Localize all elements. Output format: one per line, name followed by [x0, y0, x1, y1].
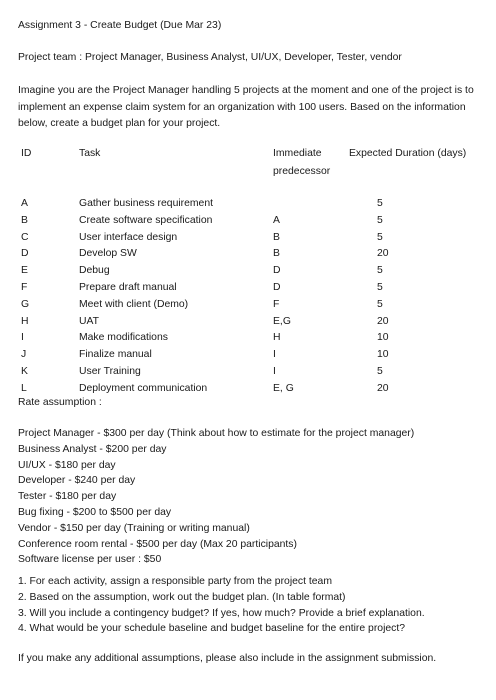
- table-row: [0, 366, 496, 382]
- rate-item: Developer - $240 per day: [18, 475, 136, 487]
- task-name: Deployment communication: [79, 382, 208, 394]
- rate-item: Project Manager - $300 per day (Think about how to estimate for the project manager): [18, 428, 415, 439]
- table-row: [0, 316, 496, 332]
- rate-item: Tester - $180 per day: [18, 491, 117, 503]
- rate-list: [18, 426, 414, 568]
- rate-item: Bug fixing - $200 to $500 per day: [18, 506, 172, 518]
- task-name: UAT: [79, 315, 100, 327]
- task-name: Finalize manual: [79, 349, 152, 361]
- task-duration: 10: [377, 332, 389, 344]
- task-name: Prepare draft manual: [79, 282, 177, 293]
- task-predecessor: B: [273, 248, 280, 260]
- footer-note: If you make any additional assumptions, please also include in the assignment submission.: [18, 653, 437, 664]
- task-duration: 5: [377, 198, 383, 209]
- task-predecessor: I: [273, 349, 276, 361]
- table-row: [0, 198, 496, 214]
- task-duration: 5: [377, 298, 383, 310]
- task-name: Gather business requirement: [79, 198, 213, 209]
- task-predecessor: A: [273, 214, 280, 226]
- task-predecessor: E,G: [273, 315, 291, 327]
- task-id: D: [21, 248, 29, 260]
- table-row: [0, 248, 496, 264]
- task-duration: 5: [377, 214, 383, 226]
- table-row: [0, 232, 496, 248]
- task-predecessor: F: [273, 298, 280, 310]
- task-id: C: [21, 231, 29, 243]
- task-name: Make modifications: [79, 332, 168, 344]
- table-row: [0, 349, 496, 365]
- header-duration: Expected Duration (days): [349, 148, 467, 159]
- rate-item: Conference room rental - $500 per day (Max 20 participants): [18, 538, 297, 550]
- intro-paragraph: Imagine you are the Project Manager handling 5 projects at the moment and one of the project is to implement an expense claim system for an organization with 100 users. Based on the information below, create a budget plan for your project.: [18, 85, 474, 129]
- question-item: 3. Will you include a contingency budget? If yes, how much? Provide a brief explanation.: [18, 607, 425, 619]
- table-row: [0, 265, 496, 281]
- task-id: H: [21, 315, 29, 327]
- task-id: L: [21, 382, 27, 394]
- task-id: E: [21, 265, 28, 277]
- document-title: Assignment 3 - Create Budget (Due Mar 23): [18, 20, 222, 31]
- task-id: K: [21, 366, 28, 377]
- task-name: Meet with client (Demo): [79, 298, 189, 310]
- question-item: 4. What would be your schedule baseline and budget baseline for the entire project?: [18, 623, 406, 635]
- task-name: Develop SW: [79, 248, 137, 260]
- table-row: [0, 299, 496, 315]
- project-team: Project team : Project Manager, Business Analyst, UI/UX, Developer, Tester, vendor: [18, 52, 402, 63]
- task-duration: 5: [377, 366, 383, 377]
- rate-item: UI/UX - $180 per day: [18, 459, 116, 471]
- task-id: I: [21, 332, 24, 344]
- task-name: Debug: [79, 265, 110, 277]
- header-predecessor-line2: predecessor: [273, 166, 331, 177]
- task-id: A: [21, 198, 28, 209]
- header-predecessor-line1: Immediate: [273, 148, 322, 159]
- task-predecessor: D: [273, 282, 281, 293]
- task-duration: 5: [377, 282, 383, 293]
- task-duration: 10: [377, 349, 389, 361]
- header-task: Task: [79, 148, 101, 159]
- task-predecessor: I: [273, 366, 276, 377]
- task-duration: 5: [377, 231, 383, 243]
- task-name: User interface design: [79, 231, 178, 243]
- task-predecessor: D: [273, 265, 281, 277]
- table-row: [0, 215, 496, 231]
- task-duration: 5: [377, 265, 383, 277]
- task-id: J: [21, 349, 27, 361]
- task-id: F: [21, 282, 28, 293]
- task-predecessor: E, G: [273, 382, 294, 394]
- task-id: G: [21, 298, 30, 310]
- rate-item: Software license per user : $50: [18, 554, 162, 566]
- header-id: ID: [21, 148, 32, 159]
- table-row: [0, 282, 496, 298]
- question-item: 1. For each activity, assign a responsible party from the project team: [18, 576, 332, 587]
- task-name: Create software specification: [79, 214, 213, 226]
- task-id: B: [21, 214, 28, 226]
- question-item: 2. Based on the assumption, work out the budget plan. (In table format): [18, 591, 346, 603]
- task-duration: 20: [377, 382, 389, 394]
- task-predecessor: H: [273, 332, 281, 344]
- task-name: User Training: [79, 366, 141, 377]
- task-duration: 20: [377, 248, 389, 260]
- question-list: [18, 574, 425, 637]
- task-duration: 20: [377, 315, 389, 327]
- table-row: [0, 332, 496, 348]
- task-predecessor: B: [273, 231, 280, 243]
- rate-item: Vendor - $150 per day (Training or writing manual): [18, 522, 250, 534]
- rate-heading: Rate assumption :: [18, 397, 102, 408]
- rate-item: Business Analyst - $200 per day: [18, 443, 167, 455]
